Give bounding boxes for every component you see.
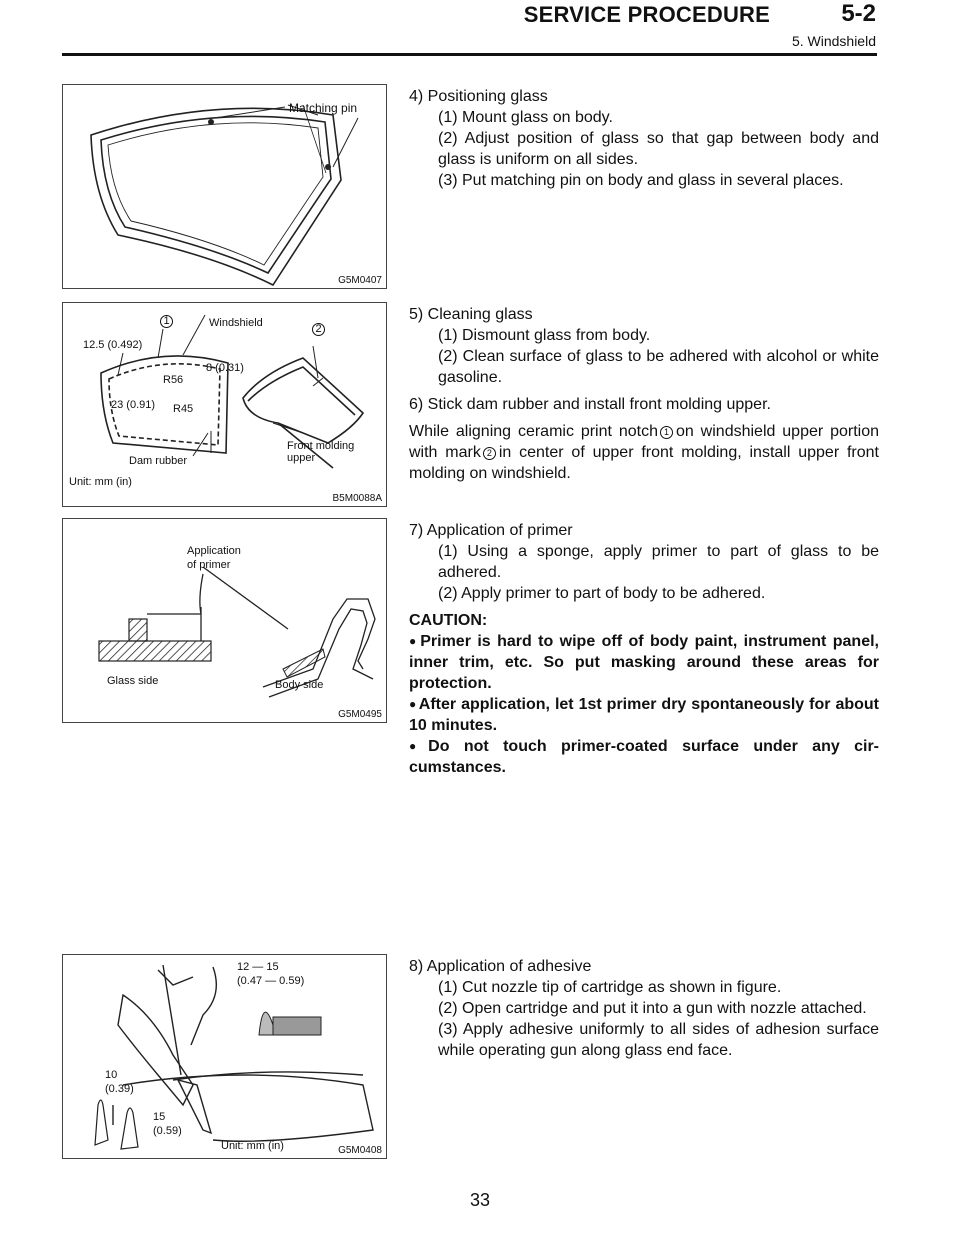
label-unit: Unit: mm (in): [221, 1140, 284, 1152]
step-8-application-of-adhesive: [409, 956, 879, 1061]
label-0-47-0-59: (0.47 — 0.59): [237, 975, 305, 987]
caution-text: Primer is hard to wipe off of body paint, instrument panel, inner trim, etc. So put masking around these areas for protection.: [409, 633, 879, 692]
label-r45: R45: [173, 403, 194, 415]
caution-item: [409, 736, 879, 778]
step-6-text-2: on windshield upper portion with mark: [409, 423, 880, 461]
step-6-text-1: While aligning ceramic print notch: [409, 423, 658, 440]
label-12-15: 12 — 15: [237, 961, 279, 973]
label-15: 15: [153, 1111, 166, 1123]
windshield-outline-illustration: [63, 85, 386, 288]
label-upper: upper: [287, 452, 316, 464]
figure-code: G5M0408: [338, 1145, 382, 1156]
step-title: 7) Application of primer: [409, 522, 573, 539]
figure-dam-rubber: [62, 302, 387, 507]
label-glass-side: Glass side: [107, 675, 159, 687]
marker-2: 2: [483, 447, 496, 460]
step-item: (1) Cut nozzle tip of cartridge as shown in figure.: [438, 979, 782, 996]
figure-code: B5M0088A: [332, 493, 382, 504]
figure-code: G5M0495: [338, 709, 382, 720]
step-6-title: 6) Stick dam rubber and install front molding upper.: [409, 396, 771, 413]
section-title: SERVICE PROCEDURE: [523, 2, 770, 27]
step-item: (1) Mount glass on body.: [438, 109, 613, 126]
section-subtitle: 5. Windshield: [791, 33, 876, 49]
step-item: (3) Apply adhesive uniformly to all sides of adhesion surface while operating gun along glass end face.: [438, 1021, 879, 1059]
step-5-cleaning-glass: [409, 304, 879, 484]
bullet-icon: ●: [409, 634, 419, 648]
step-item: (3) Put matching pin on body and glass in several places.: [438, 172, 844, 189]
bullet-icon: ●: [409, 739, 427, 753]
label-windshield: Windshield: [209, 317, 263, 329]
caution-item: [409, 631, 879, 694]
step-item: (2) Apply primer to part of body to be adhered.: [438, 585, 766, 602]
bullet-icon: ●: [409, 697, 417, 711]
step-item: (1) Using a sponge, apply primer to part of glass to be adhered.: [438, 543, 879, 581]
caution-item: [409, 694, 879, 736]
figure-primer: [62, 518, 387, 723]
label-of-primer: of primer: [187, 559, 231, 571]
step-title: 4) Positioning glass: [409, 88, 548, 105]
step-item: (2) Open cartridge and put it into a gun with nozzle attached.: [438, 1000, 867, 1017]
step-title: 8) Application of adhesive: [409, 958, 592, 975]
adhesive-gun-illustration: [63, 955, 386, 1158]
label-r56: R56: [163, 374, 184, 386]
figure-adhesive: [62, 954, 387, 1159]
figure-code: G5M0407: [338, 275, 382, 286]
figure-matching-pin: [62, 84, 387, 289]
step-item: (1) Dismount glass from body.: [438, 327, 651, 344]
label-front-molding: Front molding: [287, 440, 355, 452]
label-unit: Unit: mm (in): [69, 476, 132, 488]
label-application: Application: [187, 545, 241, 557]
step-6-text-3: in center of upper front molding, install upper front molding on windshield.: [409, 444, 879, 482]
step-item: (2) Adjust position of glass so that gap between body and glass is uniform on all sides.: [438, 130, 879, 168]
caution-text: Do not touch primer-coated surface under any cir- cumstances.: [409, 738, 879, 776]
label-dam-rubber: Dam rubber: [129, 455, 188, 467]
step-4-positioning-glass: [409, 86, 879, 191]
step-6-body: [409, 421, 879, 484]
label-dim-8: 8 (0.31): [206, 362, 244, 374]
step-7-application-of-primer: [409, 520, 879, 778]
marker-2: 2: [312, 323, 325, 336]
section-number: 5-2: [841, 0, 876, 27]
caution-text: After application, let 1st primer dry spontaneously for about 10 minutes.: [409, 696, 880, 734]
header-rule: [62, 53, 877, 56]
page-number: 33: [469, 1190, 491, 1210]
label-10: 10: [105, 1069, 118, 1081]
label-0-39: (0.39): [105, 1083, 134, 1095]
label-dim-23: 23 (0.91): [111, 399, 156, 411]
label-dim-12-5: 12.5 (0.492): [83, 339, 143, 351]
step-title: 5) Cleaning glass: [409, 306, 533, 323]
marker-1: 1: [660, 426, 673, 439]
step-item: (2) Clean surface of glass to be adhered with alcohol or white gasoline.: [438, 348, 879, 386]
caution-title: CAUTION:: [409, 612, 488, 629]
label-matching-pin: Matching pin: [289, 101, 358, 115]
marker-1: 1: [160, 315, 173, 328]
label-body-side: Body side: [275, 679, 324, 691]
label-0-59: (0.59): [153, 1125, 182, 1137]
